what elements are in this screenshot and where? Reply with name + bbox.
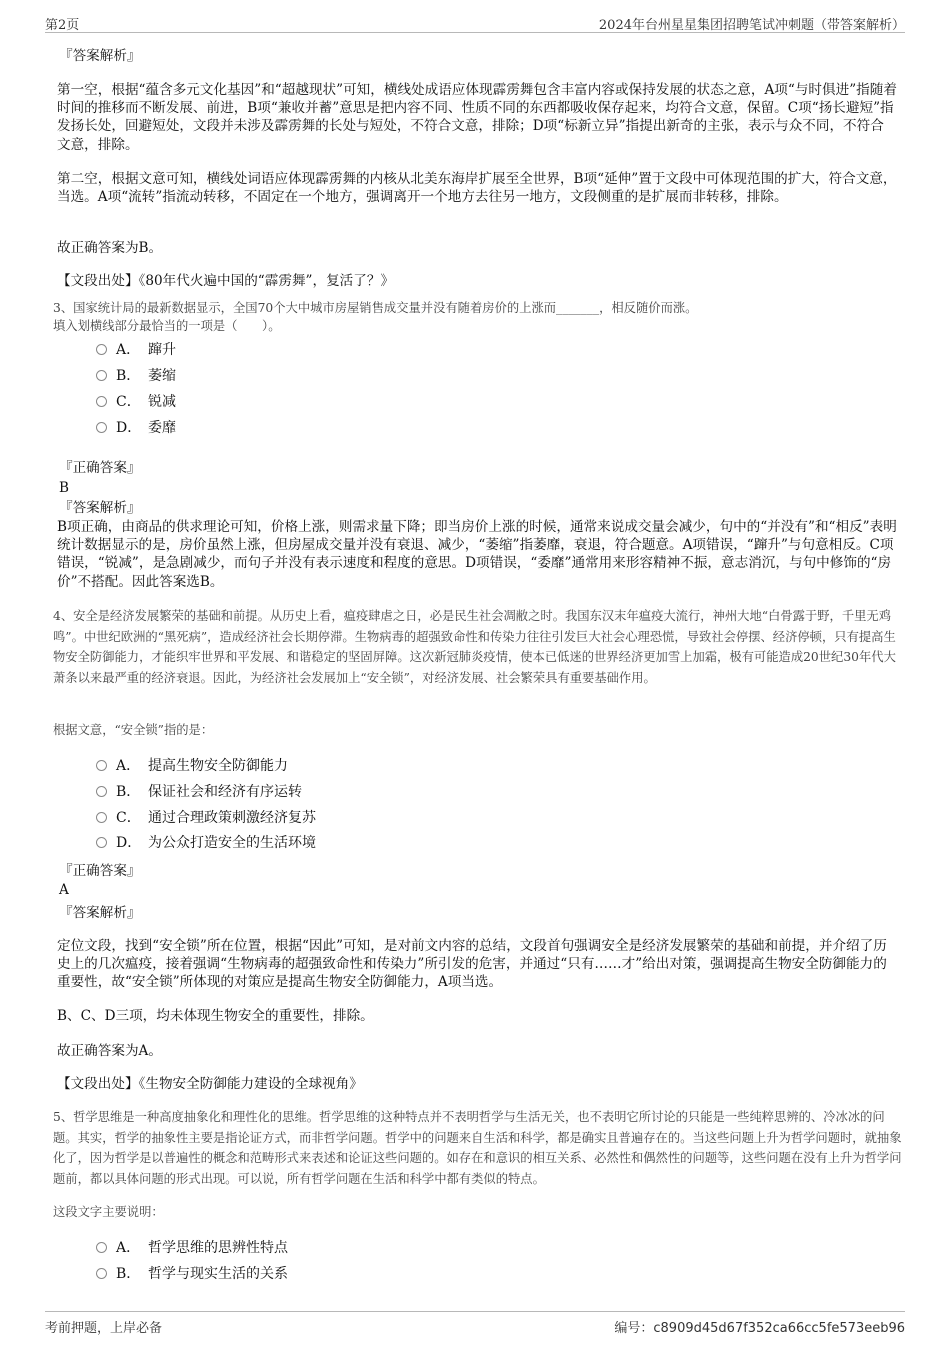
q4-option-d[interactable]: D． 为公众打造安全的生活环境 (96, 833, 316, 853)
q5-option-b[interactable]: B． 哲学与现实生活的关系 (96, 1264, 288, 1284)
footer-code-value: c8909d45d67f352ca66cc5fe573eeb96 (653, 1321, 905, 1336)
q3-option-d[interactable]: D． 委靡 (96, 418, 176, 438)
q2-analysis-para1: 第一空，根据“蕴含多元文化基因”和“超越现状”可知，横线处成语应体现霹雳舞包含丰富内容或保持发展的状态之意，A项“与时俱进”指随着时间的推移而不断发展、前进，B项“兼收并蓄”意思是把内容不同、性质不同的东西都吸收保存起来，均符合文意，保留。C项“扬长避短”指发扬长处，回避短处，文段并未涉及霹雳舞的长处与短处，不符合文意，排除；D项“标新立异”指提出新奇的主张，表示与众不同，不符合文意，排除。 (57, 82, 897, 153)
option-text: 哲学思维的思辨性特点 (148, 1240, 288, 1256)
q3-stem-line1: 3、国家统计局的最新数据显示，全国70个大中城市房屋销售成交量并没有随着房价的上涨而_______，相反随价而涨。 (53, 301, 698, 315)
q2-conclusion: 故正确答案为B。 (57, 240, 163, 256)
option-text: 锐减 (148, 394, 176, 410)
radio-icon[interactable] (96, 837, 107, 848)
q4-stem: 4、安全是经济发展繁荣的基础和前提。从历史上看，瘟疫肆虐之日，必是民生社会凋敝之时。我国东汉末年瘟疫大流行，神州大地“白骨露于野，千里无鸡鸣”。中世纪欧洲的“黑死病”，造成经济社会长期停滞。生物病毒的超强致命性和传染力往往引发巨大社会心理恐慌，导致社会停摆、经济停顿，只有提高生物安全防御能力，才能织牢世界和平发展、和谐稳定的坚固屏障。这次新冠肺炎疫情，使本已低迷的世界经济更加雪上加霜，极有可能造成20世纪30年代大萧条以来最严重的经济衰退。因此，为经济社会发展加上“安全锁”，对经济发展、社会繁荣具有重要基础作用。 (53, 609, 896, 685)
radio-icon[interactable] (96, 422, 107, 433)
option-text: 萎缩 (148, 368, 176, 384)
q2-source: 【文段出处】《80年代火遍中国的“霹雳舞”，复活了？》 (57, 273, 395, 289)
option-text: 通过合理政策刺激经济复苏 (148, 810, 316, 826)
radio-icon[interactable] (96, 760, 107, 771)
q3-stem-line2: 填入划横线部分最恰当的一项是（ ）。 (53, 319, 281, 333)
document-title: 2024年台州星星集团招聘笔试冲刺题（带答案解析） (598, 18, 905, 33)
q3-analysis: B项正确，由商品的供求理论可知，价格上涨，则需求量下降；即当房价上涨的时候，通常来说成交量会减少，句中的“并没有”和“相反”表明统计数据显示的是，房价虽然上涨，但房屋成交量并没有衰退、减少，“萎缩”指萎靡，衰退，符合题意。A项错误，“蹿升”与句意相反。C项错误，“锐减”，是急剧减少，而句子并没有表示速度和程度的意思。D项错误，“委靡”通常用来形容精神不振，意志消沉，与句中修饰的“房价”不搭配。因此答案选B。 (57, 519, 897, 590)
radio-icon[interactable] (96, 812, 107, 823)
q3-analysis-label: 『答案解析』 (59, 500, 141, 516)
q3-correct-value: B (59, 480, 69, 496)
q4-option-a[interactable]: A． 提高生物安全防御能力 (96, 756, 288, 776)
footer-code (614, 1317, 905, 1336)
footer-code-label: 编号： (614, 1321, 654, 1336)
option-text: 为公众打造安全的生活环境 (148, 835, 316, 851)
option-text: 委靡 (148, 420, 176, 436)
option-text: 提高生物安全防御能力 (148, 758, 288, 774)
q3-option-c[interactable]: C． 锐减 (96, 392, 176, 412)
option-text: 哲学与现实生活的关系 (148, 1266, 288, 1282)
q4-prompt: 根据文意，“安全锁”指的是： (53, 723, 214, 737)
q4-analysis-para1: 定位文段，找到“安全锁”所在位置，根据“因此”可知，是对前文内容的总结，文段首句强调安全是经济发展繁荣的基础和前提，并介绍了历史上的几次瘟疫，接着强调“生物病毒的超强致命性和传染力”所引发的危害，并通过“只有……才”给出对策，强调提高生物安全防御能力的重要性，故“安全锁”所体现的对策应是提高生物安全防御能力，A项当选。 (57, 938, 887, 991)
q4-correct-value: A (59, 882, 69, 898)
q4-option-c[interactable]: C． 通过合理政策刺激经济复苏 (96, 808, 316, 828)
q4-option-b[interactable]: B． 保证社会和经济有序运转 (96, 782, 302, 802)
q3-option-a[interactable]: A． 蹿升 (96, 340, 176, 360)
q2-analysis-para2: 第二空，根据文意可知，横线处词语应体现霹雳舞的内核从北美东海岸扩展至全世界，B项“延伸”置于文段中可体现范围的扩大，符合文意，当选。A项“流转”指流动转移，不固定在一个地方，强调离开一个地方去往另一地方，文段侧重的是扩展而非转移，排除。 (57, 171, 897, 206)
page-footer (45, 1311, 905, 1334)
footer-slogan: 考前押题，上岸必备 (45, 1321, 163, 1336)
radio-icon[interactable] (96, 786, 107, 797)
radio-icon[interactable] (96, 1268, 107, 1279)
option-text: 蹿升 (148, 342, 176, 358)
page-header (45, 10, 905, 33)
q4-analysis-para2: B、C、D三项，均未体现生物安全的重要性，排除。 (57, 1008, 374, 1024)
radio-icon[interactable] (96, 370, 107, 381)
q5-prompt: 这段文字主要说明： (53, 1205, 164, 1219)
q3-option-b[interactable]: B． 萎缩 (96, 366, 176, 386)
option-text: 保证社会和经济有序运转 (148, 784, 302, 800)
q5-option-a[interactable]: A． 哲学思维的思辨性特点 (96, 1238, 288, 1258)
q4-source: 【文段出处】《生物安全防御能力建设的全球视角》 (57, 1076, 363, 1092)
radio-icon[interactable] (96, 1242, 107, 1253)
q5-stem: 5、哲学思维是一种高度抽象化和理性化的思维。哲学思维的这种特点并不表明哲学与生活无关，也不表明它所讨论的只能是一些纯粹思辨的、冷冰冰的问题。其实，哲学的抽象性主要是指论证方式，而非哲学问题。哲学中的问题来自生活和科学，都是确实且普遍存在的。当这些问题上升为哲学问题时，就抽象化了，因为哲学是以普遍性的概念和范畴形式来表述和论证这些问题的。如存在和意识的相互关系、必然性和偶然性的问题等，这些问题在没有上升为哲学问题前，都以具体问题的形式出现。可以说，所有哲学问题在生活和科学中都有类似的特点。 (53, 1110, 902, 1186)
q3-correct-label: 『正确答案』 (59, 460, 141, 476)
page-number: 第2页 (45, 18, 80, 33)
q4-analysis-label: 『答案解析』 (59, 905, 141, 921)
q4-conclusion: 故正确答案为A。 (57, 1043, 162, 1059)
radio-icon[interactable] (96, 396, 107, 407)
q2-analysis-label: 『答案解析』 (59, 48, 141, 64)
q4-correct-label: 『正确答案』 (59, 863, 141, 879)
radio-icon[interactable] (96, 344, 107, 355)
